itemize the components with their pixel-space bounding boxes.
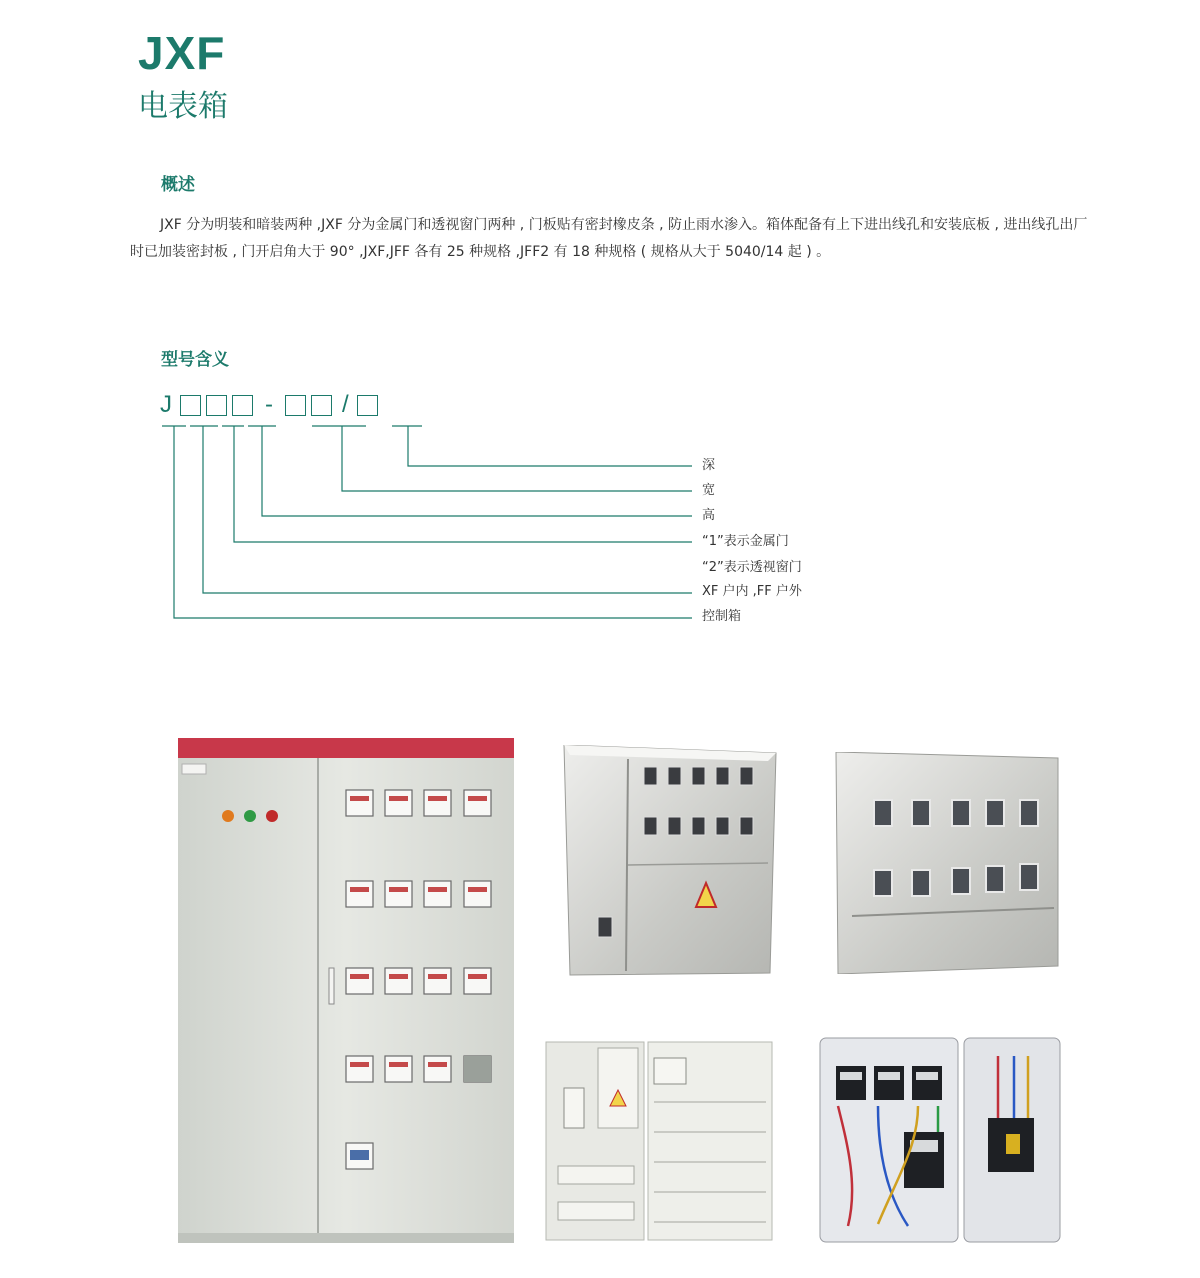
legend-metal-door: “1”表示金属门: [702, 534, 789, 549]
code-prefix: J: [160, 391, 172, 418]
product-code-title: JXF: [138, 27, 226, 79]
legend-control-box: 控制箱: [702, 609, 742, 624]
wired-meter-box-photo: [818, 1036, 1062, 1244]
legend-window-door: “2”表示透视窗门: [702, 560, 802, 575]
overview-paragraph: JXF 分为明装和暗装两种 ,JXF 分为金属门和透视窗门两种 , 门板贴有密封橡皮条 , 防止雨水渗入。箱体配备有上下进出线孔和安装底板 , 进出线孔出厂时已加装密封板 , 门开启角大于 90° ,JXF,JFF 各有 25 种规格 ,JFF2 有 18 种规格 ( 规格从大于 5040/14 起 ) 。: [130, 217, 1088, 260]
legend-width: 宽: [702, 483, 716, 498]
floor-cabinet-photo: [178, 738, 514, 1243]
model-meaning-heading: 型号含义: [161, 350, 229, 370]
product-name-title: 电表箱: [138, 89, 228, 124]
overview-heading: 概述: [161, 175, 195, 195]
window-meter-box-photo: [832, 752, 1062, 974]
legend-indoor-outdoor: XF 户内 ,FF 户外: [702, 584, 802, 599]
legend-height: 高: [702, 508, 716, 523]
stainless-meter-box-photo: [556, 745, 786, 980]
legend-depth: 深: [702, 458, 716, 473]
code-slash: /: [342, 391, 349, 418]
open-plastic-box-photo: [544, 1032, 774, 1242]
code-dash: -: [265, 391, 273, 418]
